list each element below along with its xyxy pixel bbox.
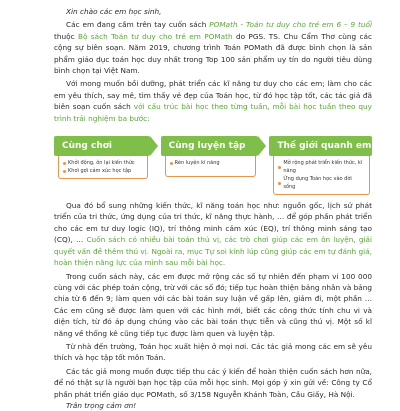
list-item: Rèn luyện kĩ năng <box>170 159 252 167</box>
step-box-practice <box>161 136 259 177</box>
step-title: Cùng luyện tập <box>161 136 259 156</box>
everywhere-paragraph: Từ nhà đến trường, Toán học xuất hiện ở mọi nơi. Các tác giả mong các em sẽ yêu thích và học tập tốt môn Toán. <box>54 341 372 363</box>
bullet-dot-icon <box>63 162 66 165</box>
three-step-diagram <box>54 136 372 189</box>
skills-paragraph: Qua đó bổ sung những kiến thức, kĩ năng toán học như: nguồn gốc, lịch sử phát triển của tri thức, ứng dụng của tri thức, kĩ năng thực hành, … để góp phần phát triển cho các em tư duy logic (IQ), trí thông minh cảm xúc (EQ), trí thông minh sáng tạo (CQ), … Cuốn sách có nhiều bài toán thú vị, các trò chơi giúp các em ôn luyện, giải quyết vấn đề thêm thú vị. Ngoài ra, mục Tự soi kính lúp cũng giúp các em tự đánh giá, hoàn thiện năng lực của mình sau mỗi bài học. <box>54 201 372 268</box>
book-series: Bộ sách Toán tư duy cho trẻ em POMath <box>77 31 233 41</box>
step-box-world <box>269 136 372 195</box>
bullet-dot-icon <box>278 166 281 169</box>
feedback-paragraph: Các tác giả mong muốn được tiếp thu các ý kiến để hoàn thiện cuốn sách hơn nữa, để nó thật sự là người bạn học tập của mỗi học sinh. Mọi góp ý xin gửi về: Công ty Cổ phần phát triển giáo dục POMath, số 3/158 Nguyễn Khánh Toàn, Cầu Giấy, Hà Nội. <box>54 366 372 399</box>
step-details <box>165 156 257 177</box>
arrow-right-icon <box>258 136 266 156</box>
purpose-paragraph: Với mong muốn bồi dưỡng, phát triển các kĩ năng tư duy cho các em; làm cho các em yêu thích, say mê, tìm thấy vẻ đẹp của Toán học, từ đó học tập tốt, các tác giả đã biên soạn cuốn sách với cấu trúc bài học theo từng tuần, mỗi bài học tuần theo quy trình trải nghiệm ba bước: <box>54 79 372 123</box>
step-details <box>273 156 370 195</box>
games-highlight: Cuốn sách có nhiều bài toán thú vị, các trò chơi giúp các em ôn luyện, giải quyết vấn đề thêm thú vị. Ngoài ra, mục Tự soi kính lúp cũng giúp các em tự đánh giá, hoàn thiện năng lực của mình sau mỗi bài học. <box>54 235 372 268</box>
list-item: Mở rộng phát triển kiến thức, kĩ năng <box>278 159 365 175</box>
step-title: Thế giới quanh em <box>269 136 372 156</box>
list-item: Khởi động, ôn lại kiến thức <box>63 159 143 167</box>
book-title: POMath - Toán tư duy cho trẻ em 6 – 9 tuổi <box>209 20 372 30</box>
arrow-right-icon <box>150 136 158 156</box>
bullet-dot-icon <box>63 170 66 173</box>
intro-paragraph: Các em đang cầm trên tay cuốn sách POMath - Toán tư duy cho trẻ em 6 – 9 tuổi thuộc Bộ sách Toán tư duy cho trẻ em POMath do PGS. TS. Chu Cẩm Thơ cùng các cộng sự biên soạn. Năm 2019, chương trình Toán POMath đã được bình chọn là sản phẩm giáo dục toán học duy nhất trong Top 100 sản phẩm uy tín do người tiêu dùng bình chọn tại Việt Nam. <box>54 20 373 76</box>
list-item: Ứng dụng Toán học vào đời sống <box>278 175 365 191</box>
greeting: Xin chào các em học sinh, <box>66 7 162 16</box>
content-paragraph: Trong cuốn sách này, các em được mở rộng các số tự nhiên đến phạm vi 100 000 cùng với các phép toán cộng, trừ với các số đó; tiếp tục hoàn thiện bảng nhân và bảng chia từ 6 đến 9; làm quen với các bài toán suy luận về gấp lên, giảm đi, một phần … Các em cũng sẽ được làm quen với các hình mới, biết các công thức tính chu vi và diện tích, từ đó áp dụng chúng vào các bài toán thực tiễn và cũng thú vị. Một số kĩ năng về thống kê cũng tiếp tục được làm quen và luyện tập. <box>54 271 372 338</box>
bullet-dot-icon <box>170 162 173 165</box>
list-item: Khơi gợi cảm xúc học tập <box>63 167 143 175</box>
step-title: Cùng chơi <box>54 136 150 156</box>
step-details <box>58 156 148 179</box>
closing: Trân trọng cảm ơn! <box>66 400 137 410</box>
structure-highlight: với cấu trúc bài học theo từng tuần, mỗi bài học tuần theo quy trình trải nghiệm ba bước: <box>54 102 372 123</box>
step-box-play <box>54 136 150 179</box>
bullet-dot-icon <box>278 182 281 185</box>
